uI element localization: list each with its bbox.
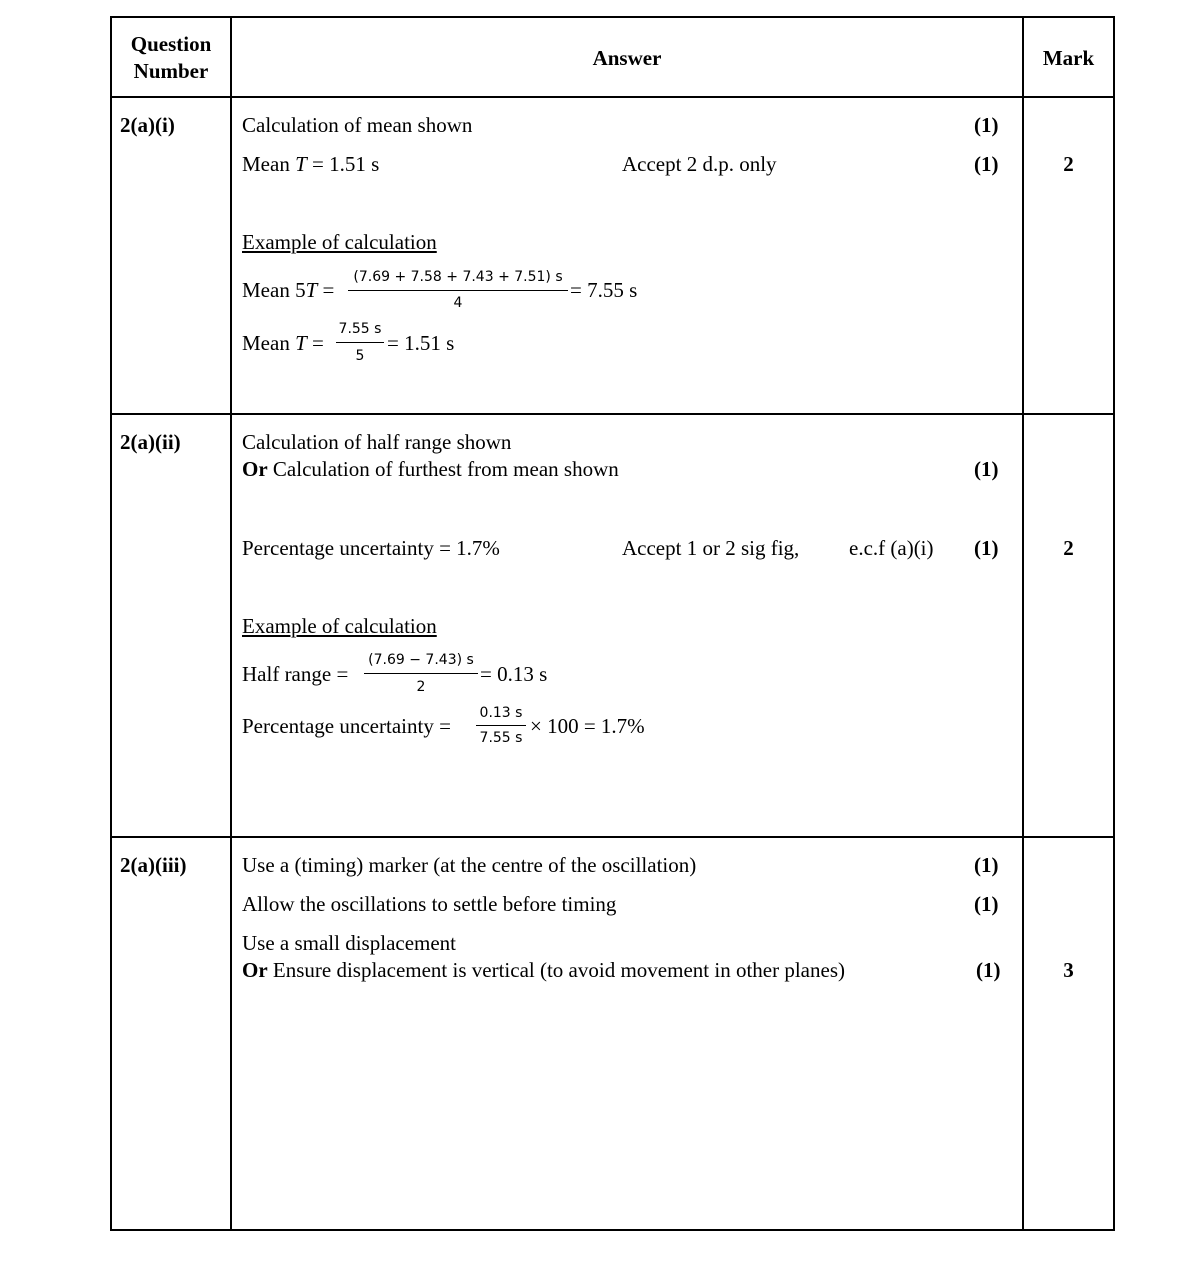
mark-point: (1) [974, 536, 999, 560]
calculation-result: = 0.13 s [480, 662, 548, 686]
example-heading: Example of calculation [242, 614, 437, 638]
mark-point: (1) [974, 113, 999, 137]
row-divider-1 [110, 413, 1115, 415]
answer-line: Or Ensure displacement is vertical (to avoid movement in other planes) [242, 958, 845, 982]
answer-line: Mean T = 1.51 s [242, 152, 380, 176]
header-question-number: Question Number [130, 32, 212, 83]
fraction-numerator: 0.13 s [479, 705, 523, 721]
answer-line: Or Calculation of furthest from mean shown [242, 457, 619, 481]
total-mark-2aii: 2 [1063, 536, 1074, 560]
table-border-bottom [110, 1229, 1115, 1231]
fraction-numerator: (7.69 − 7.43) s [368, 652, 474, 668]
answer-note: Accept 1 or 2 sig fig, [622, 536, 800, 560]
fraction-numerator: (7.69 + 7.58 + 7.43 + 7.51) s [353, 269, 563, 285]
total-mark-2ai: 2 [1063, 152, 1074, 176]
header-divider [110, 96, 1115, 98]
fraction-denominator: 2 [416, 679, 426, 695]
calculation-label: Mean T = [242, 331, 324, 355]
fraction-bar [348, 290, 568, 291]
row-divider-2 [110, 836, 1115, 838]
fraction-denominator: 5 [355, 348, 365, 364]
mark-point: (1) [974, 892, 999, 916]
mark-point: (1) [974, 853, 999, 877]
calculation-result: × 100 = 1.7% [530, 714, 645, 738]
fraction-denominator: 4 [453, 295, 463, 311]
header-mark: Mark [1042, 46, 1095, 70]
answer-line: Calculation of half range shown [242, 430, 512, 454]
fraction-bar [476, 725, 526, 726]
fraction-bar [336, 342, 384, 343]
answer-line: Allow the oscillations to settle before timing [242, 892, 617, 916]
table-border-left [110, 16, 112, 1231]
example-heading: Example of calculation [242, 230, 437, 254]
fraction-denominator: 7.55 s [479, 730, 523, 746]
mark-point: (1) [974, 152, 999, 176]
mark-point: (1) [974, 457, 999, 481]
column-divider-mark [1022, 16, 1024, 1231]
fraction-numerator: 7.55 s [338, 321, 382, 337]
calculation-label: Percentage uncertainty = [242, 714, 451, 738]
answer-note: e.c.f (a)(i) [849, 536, 934, 560]
answer-line: Percentage uncertainty = 1.7% [242, 536, 500, 560]
question-number-2ai: 2(a)(i) [120, 113, 175, 137]
answer-line: Use a (timing) marker (at the centre of the oscillation) [242, 853, 697, 877]
answer-line: Calculation of mean shown [242, 113, 473, 137]
total-mark-2aiii: 3 [1063, 958, 1074, 982]
table-border-right [1113, 16, 1115, 1231]
calculation-result: = 1.51 s [387, 331, 455, 355]
calculation-label: Half range = [242, 662, 349, 686]
answer-line: Use a small displacement [242, 931, 457, 955]
answer-note: Accept 2 d.p. only [622, 152, 777, 176]
question-number-2aii: 2(a)(ii) [120, 430, 181, 454]
column-divider-question [230, 16, 232, 1231]
fraction-bar [364, 673, 478, 674]
question-number-2aiii: 2(a)(iii) [120, 853, 187, 877]
calculation-label: Mean 5T = [242, 278, 335, 302]
calculation-result: = 7.55 s [570, 278, 638, 302]
mark-point: (1) [976, 958, 1001, 982]
header-answer: Answer [592, 46, 662, 70]
table-border-top [110, 16, 1115, 18]
